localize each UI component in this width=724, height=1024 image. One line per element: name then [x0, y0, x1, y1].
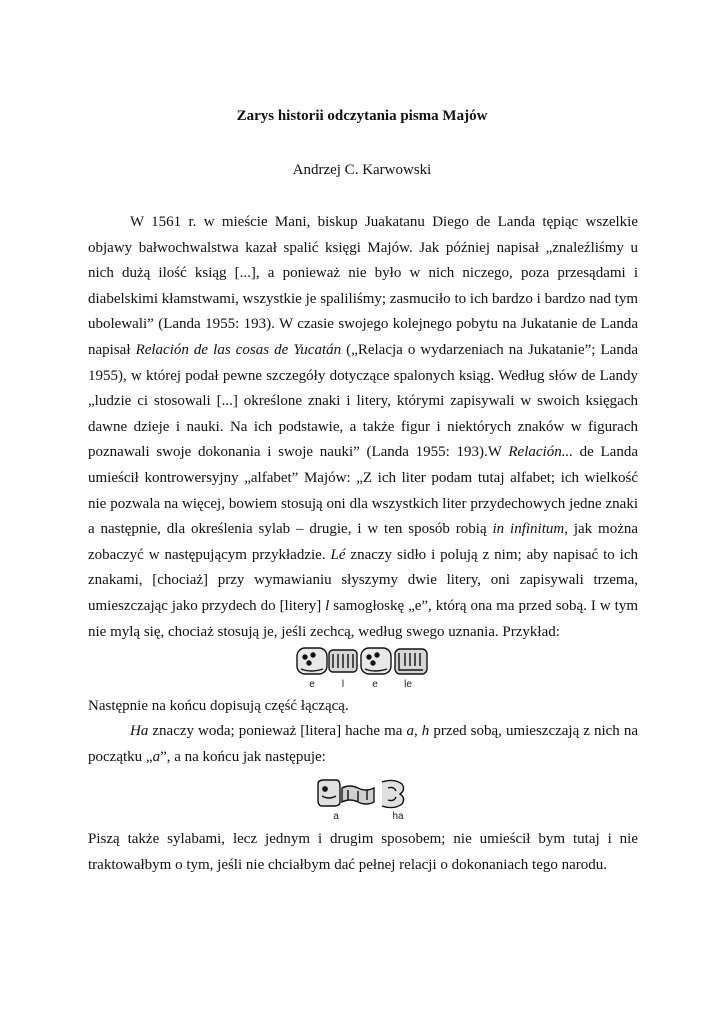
paragraph-ha-water: Ha znaczy woda; ponieważ [litera] hache ma a, h przed sobą, umieszczają z nich na początku „a”, a na końcu jak następuje: [88, 723, 638, 765]
maya-glyphs-le-example [295, 645, 435, 690]
glyph-a [318, 780, 374, 806]
glyph-e-2 [361, 648, 391, 674]
maya-glyphs-ha-example [314, 778, 414, 822]
glyph-le [395, 649, 427, 674]
glyph-label-l: l [341, 679, 345, 690]
document-author: Andrzej C. Karwowski [292, 162, 432, 178]
paragraph-landa-history: W 1561 r. w mieście Mani, biskup Juakatanu Diego de Landa tępiąc wszelkie objawy bałwochwalstwa kazał spalić księgi Majów. Jak później napisał „znaleźliśmy u nich dużą ilość ksiąg [...], a ponieważ nie było w nich niczego, poza przesądami i diabelskimi kłamstwami, wszystkie je spaliliśmy; zasmuciło to ich bardzo i bardzo nad tym ubolewali” (Landa 1955: 193). W czasie swojego kolejnego pobytu na Jukatanie de Landa napisał Relación de las cosas de Yucatán („Relacja o wydarzeniach na Jukatanie”; Landa 1955), w której podał pewne szczegóły dotyczące spalonych ksiąg. Według słów de Landy „ludzie ci stosowali [...] określone znaki i litery, którymi zapisywali w swoich księgach dawne dzieje i nauki. Na ich podstawie, a także figur i niektórych znaków w figurach poznawali swoje dokonania i swoje nauki” (Landa 1955: 193).W Relación... de Landa umieścił kontrowersyjny „alfabet” Majów: „Z ich liter podam tutaj alfabet; ich wielkość nie pozwala na więcej, bowiem stosują oni dla wszystkich liter przydechowych jedne znaki a następnie, dla określenia sylab – drugie, i w ten sposób robią in infinitum, jak można zobaczyć w następującym przykładzie. Lé znaczy sidło i polują z nim; aby napisać to ich znakami, [chociaż] przy wymawianiu słyszymy dwie litery, oni zapisywali trzema, umieszczając jako przydech do [litery] l samogłoskę „e”, którą ona ma przed sobą. I w tym nie mylą się, chociaż stosują je, jeśli zechcą, według swego uznania. Przykład: [88, 214, 639, 640]
glyph-label-e-2: e [372, 679, 378, 690]
glyph-e-1 [297, 648, 327, 674]
paragraph-connecting-part: Następnie na końcu dopisują część łączącą. [88, 698, 349, 714]
glyph-label-ha: ha [392, 811, 404, 822]
glyph-label-a: a [333, 811, 339, 822]
glyph-l [329, 650, 357, 672]
paragraph-syllables: Piszą także sylabami, lecz jednym i drugim sposobem; nie umieścił bym tutaj i nie traktowałbym o tym, jeśli nie chciałbym dać pełnej relacji o dokonaniach tego narodu. [88, 831, 638, 873]
document-title: Zarys historii odczytania pisma Majów [236, 108, 488, 124]
glyph-ha [382, 780, 404, 807]
glyph-label-le: le [404, 679, 412, 690]
glyph-label-e-1: e [309, 679, 315, 690]
